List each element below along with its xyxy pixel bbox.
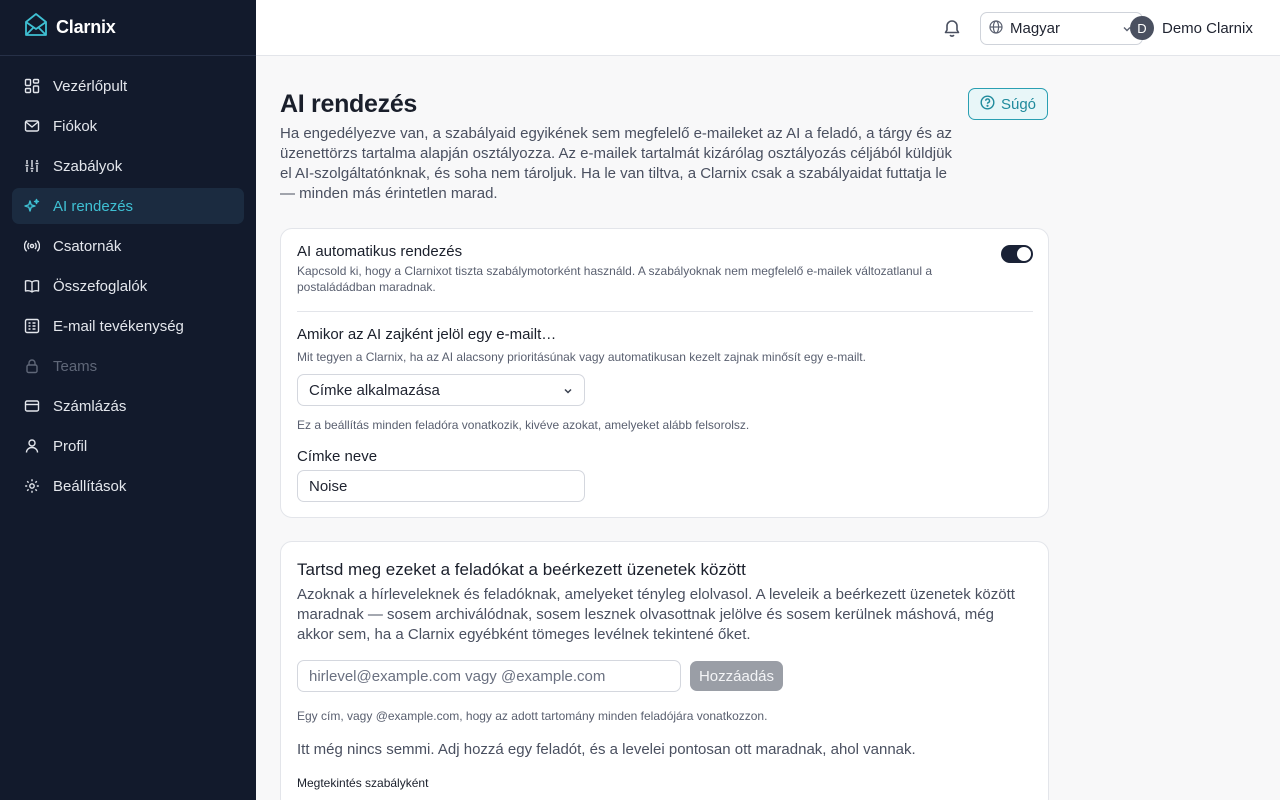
language-select[interactable] [980,12,1143,45]
sidebar-item-label: Teams [53,357,98,375]
divider [297,311,1033,312]
dashboard-icon [24,78,40,94]
sidebar-item-label: Szabályok [53,157,123,175]
sidebar-item-label: Összefoglalók [53,277,148,295]
brand-name: Clarnix [56,17,116,37]
sidebar-item-dashboard[interactable] [12,68,244,104]
sidebar-item-label: Vezérlőpult [53,77,128,95]
sidebar-item-profile[interactable] [12,428,244,464]
empty-state-text: Itt még nincs semmi. Adj hozzá egy feladót, és a levelei pontosan ott maradnak, ahol vannak. [297,741,916,758]
add-sender-button[interactable]: Hozzáadás [690,661,783,691]
ai-settings-card [280,228,1049,518]
sparkles-icon [24,198,40,214]
label-name-title: Címke neve [297,448,378,465]
ai-auto-sort-description: Kapcsold ki, hogy a Clarnixot tiszta szabálymotorként használd. A szabályoknak nem megfelelő e-mailek változatlanul a postaládádban maradnak. [297,264,932,294]
sidebar-item-email-activity[interactable] [12,308,244,344]
sidebar-nav [0,56,256,504]
book-icon [24,278,40,294]
ai-auto-sort-title: AI automatikus rendezés [297,243,463,260]
sidebar-item-teams [12,348,244,384]
sidebar-item-label: Fiókok [53,117,98,135]
user-menu[interactable] [1130,16,1253,40]
sliders-icon [24,158,40,174]
avatar: D [1130,16,1154,40]
credit-card-icon [24,398,40,414]
page-title: AI rendezés [280,90,418,118]
sidebar-item-label: E-mail tevékenység [53,317,184,335]
help-button[interactable] [968,88,1048,120]
sidebar-item-label: AI rendezés [53,197,134,215]
topbar [256,0,1280,56]
sender-input-hint: Egy cím, vagy @example.com, hogy az adott tartomány minden feladójára vonatkozzon. [297,709,768,723]
sidebar-item-accounts[interactable] [12,108,244,144]
sidebar-item-label: Számlázás [53,397,127,415]
sidebar [0,0,256,800]
lock-icon [24,358,40,374]
language-value: Magyar [1010,20,1061,37]
brand[interactable] [0,0,256,56]
keep-senders-title: Tartsd meg ezeket a feladókat a beérkezett üzenetek között [297,560,746,579]
help-label: Súgó [1000,95,1037,113]
sender-input[interactable] [297,660,681,692]
noise-action-value: Címke alkalmazása [309,381,440,399]
mail-icon [24,118,40,134]
sidebar-item-summaries[interactable] [12,268,244,304]
toggle-knob [1017,247,1031,261]
envelope-logo-icon [24,12,48,43]
ai-auto-sort-toggle[interactable] [1001,245,1033,263]
radio-icon [24,238,40,254]
noise-action-hint: Ez a beállítás minden feladóra vonatkozik, kivéve azokat, amelyeket alább felsorolsz. [297,418,750,432]
notifications-bell-icon[interactable] [940,16,964,40]
user-name: Demo Clarnix [1162,19,1253,37]
sidebar-item-label: Csatornák [53,237,122,255]
sidebar-item-billing[interactable] [12,388,244,424]
help-circle-icon [980,95,995,114]
keep-senders-card [280,541,1049,800]
noise-action-select[interactable] [297,374,585,406]
sidebar-item-rules[interactable] [12,148,244,184]
chevron-down-icon [562,384,574,401]
page-description: Ha engedélyezve van, a szabályaid egyikének sem megfelelő e-maileket az AI a feladó, a tárgy és az üzenettörzs tartalma alapján osztályozza. Az e-mailek tartalmát kizárólag osztályozás céljából küldjük el AI-szolgáltatónknak, és soha nem tároljuk. Ha le van tiltva, a Clarnix csak a szabályaidat futtatja le — minden más érintetlen marad. [280,125,953,202]
globe-icon [989,20,1003,38]
sidebar-item-settings[interactable] [12,468,244,504]
noise-action-title: Amikor az AI zajként jelöl egy e-mailt… [297,326,557,343]
sidebar-item-label: Profil [53,437,88,455]
activity-list-icon [24,318,40,334]
sidebar-item-channels[interactable] [12,228,244,264]
label-name-input[interactable] [297,470,585,502]
user-icon [24,438,40,454]
sidebar-item-label: Beállítások [53,477,127,495]
sidebar-item-ai-sorting[interactable] [12,188,244,224]
gear-icon [24,478,40,494]
noise-action-description: Mit tegyen a Clarnix, ha az AI alacsony prioritásúnak vagy automatikusan kezelt zajnak minősít egy e-mailt. [297,350,866,364]
view-as-rule-link[interactable]: Megtekintés szabályként [297,776,429,790]
keep-senders-description: Azoknak a hírleveleknek és feladóknak, amelyeket tényleg elolvasol. A leveleik a beérkezett üzenetek között maradnak — sosem archiválódnak, sosem lesznek olvasottnak jelölve és sosem kerülnek máshová, még akkor sem, ha a Clarnix egyébként tömeges levélnek tekintené őket. [297,586,1015,643]
